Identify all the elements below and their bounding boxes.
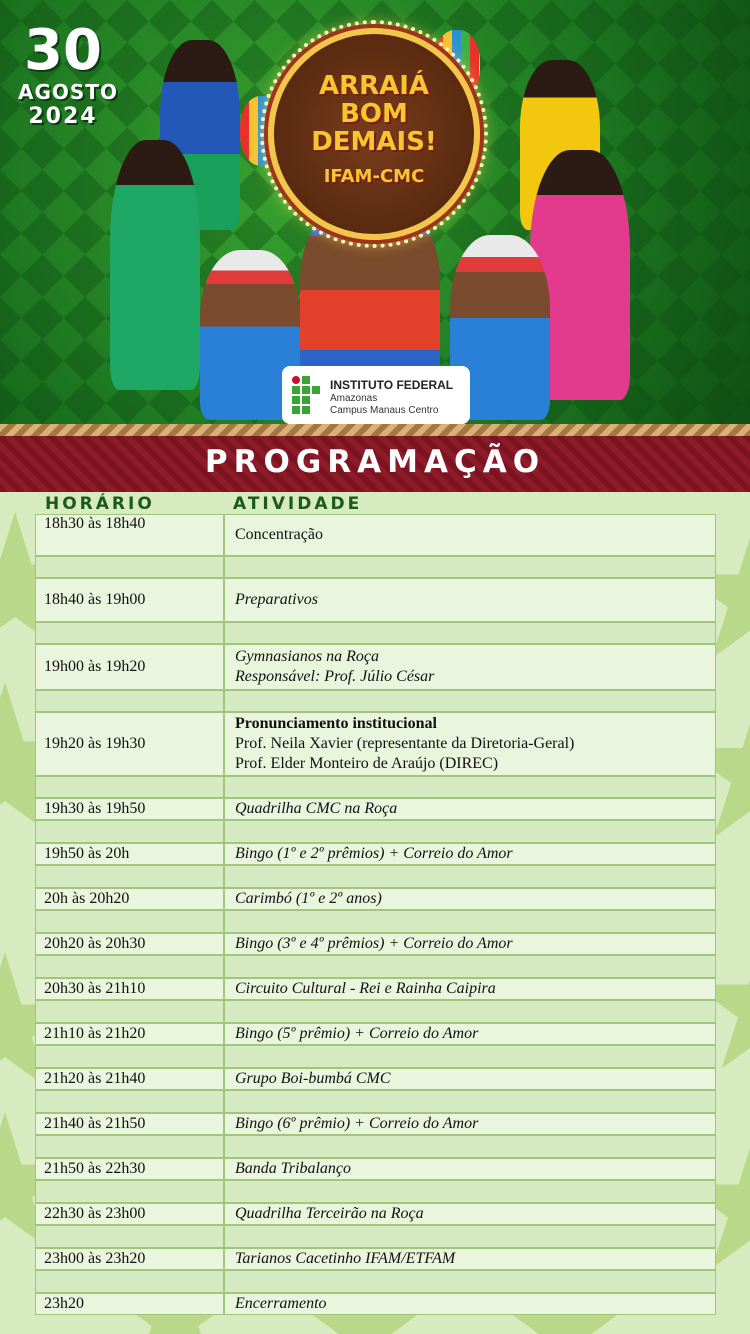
spacer-cell <box>35 1180 224 1203</box>
spacer-cell <box>35 1225 224 1248</box>
dancer-figure <box>110 140 200 390</box>
table-row <box>35 514 716 556</box>
spacer-cell <box>35 622 224 644</box>
activity-cell <box>224 1203 716 1225</box>
event-title: ARRAIÁ BOM DEMAIS! <box>311 71 437 157</box>
table-row <box>35 712 716 776</box>
table-row <box>35 933 716 955</box>
activity-text: Encerramento <box>235 1295 327 1312</box>
activity-cell <box>224 514 716 556</box>
time-cell: 21h20 às 21h40 <box>35 1068 224 1090</box>
activity-cell <box>224 978 716 1000</box>
spacer-cell <box>224 1180 716 1203</box>
table-row <box>35 798 716 820</box>
activity-text: Banda Tribalanço <box>235 1160 352 1177</box>
table-row <box>35 578 716 622</box>
activity-text: Prof. Elder Monteiro de Araújo (DIREC) <box>235 755 499 772</box>
institution-campus: Campus Manaus Centro <box>330 405 439 416</box>
activity-cell <box>224 888 716 910</box>
spacer-cell <box>35 1270 224 1293</box>
activity-cell <box>224 933 716 955</box>
spacer-cell <box>224 910 716 933</box>
table-spacer-row <box>35 1180 716 1203</box>
spacer-cell <box>224 1135 716 1158</box>
table-row <box>35 644 716 690</box>
activity-cell <box>224 1023 716 1045</box>
time-cell: 20h30 às 21h10 <box>35 978 224 1000</box>
institution-state: Amazonas <box>330 393 378 404</box>
activity-cell <box>224 1068 716 1090</box>
activity-cell <box>224 843 716 865</box>
activity-cell <box>224 798 716 820</box>
time-cell: 21h50 às 22h30 <box>35 1158 224 1180</box>
table-row <box>35 978 716 1000</box>
spacer-cell <box>224 1045 716 1068</box>
spacer-cell <box>35 690 224 712</box>
event-subtitle: IFAM-CMC <box>323 166 425 187</box>
spacer-cell <box>35 820 224 843</box>
table-row <box>35 1113 716 1135</box>
table-spacer-row <box>35 1270 716 1293</box>
activity-text: Bingo (6º prêmio) + Correio do Amor <box>235 1115 479 1132</box>
activity-text: Gymnasianos na Roça <box>235 648 379 665</box>
time-cell: 19h50 às 20h <box>35 843 224 865</box>
time-cell: 21h40 às 21h50 <box>35 1113 224 1135</box>
spacer-cell <box>224 865 716 888</box>
activity-text: Concentração <box>235 526 323 543</box>
rope-divider <box>0 424 750 436</box>
activity-cell <box>224 1248 716 1270</box>
table-row <box>35 1068 716 1090</box>
time-cell: 18h40 às 19h00 <box>35 578 224 622</box>
spacer-cell <box>224 1225 716 1248</box>
time-cell: 20h20 às 20h30 <box>35 933 224 955</box>
spacer-cell <box>224 556 716 578</box>
table-spacer-row <box>35 1225 716 1248</box>
time-cell: 23h00 às 23h20 <box>35 1248 224 1270</box>
spacer-cell <box>224 955 716 978</box>
activity-text: Carimbó (1º e 2º anos) <box>235 890 382 907</box>
time-cell: 23h20 <box>35 1293 224 1315</box>
spacer-cell <box>35 556 224 578</box>
institution-name: INSTITUTO FEDERAL <box>330 378 454 392</box>
spacer-cell <box>35 1090 224 1113</box>
spacer-cell <box>224 1270 716 1293</box>
event-date <box>18 18 118 129</box>
time-cell: 19h20 às 19h30 <box>35 712 224 776</box>
table-spacer-row <box>35 1135 716 1158</box>
spacer-cell <box>35 1045 224 1068</box>
activity-text: Grupo Boi-bumbá CMC <box>235 1070 391 1087</box>
table-spacer-row <box>35 622 716 644</box>
activity-text: Prof. Neila Xavier (representante da Diretoria-Geral) <box>235 735 575 752</box>
section-banner <box>0 436 750 492</box>
if-logo-icon <box>292 376 322 414</box>
table-spacer-row <box>35 1045 716 1068</box>
spacer-cell <box>35 1000 224 1023</box>
activity-cell <box>224 1158 716 1180</box>
table-spacer-row <box>35 910 716 933</box>
table-spacer-row <box>35 776 716 798</box>
spacer-cell <box>35 910 224 933</box>
activity-text: Pronunciamento institucional <box>235 715 437 732</box>
table-spacer-row <box>35 1090 716 1113</box>
activity-text: Bingo (5º prêmio) + Correio do Amor <box>235 1025 479 1042</box>
institution-logo <box>282 366 470 424</box>
time-cell: 22h30 às 23h00 <box>35 1203 224 1225</box>
date-year: 2024 <box>28 104 98 129</box>
activity-cell <box>224 578 716 622</box>
table-spacer-row <box>35 556 716 578</box>
date-month: AGOSTO <box>18 80 118 104</box>
time-cell: 18h30 às 18h40 <box>35 514 224 556</box>
time-cell: 20h às 20h20 <box>35 888 224 910</box>
section-title: PROGRAMAÇÃO <box>204 444 546 480</box>
activity-text: Bingo (1º e 2º prêmios) + Correio do Amor <box>235 845 513 862</box>
event-logo <box>268 28 480 240</box>
activity-text: Quadrilha Terceirão na Roça <box>235 1205 424 1222</box>
table-row <box>35 1293 716 1315</box>
activity-text: Responsável: Prof. Júlio César <box>235 668 435 685</box>
activity-cell <box>224 1293 716 1315</box>
time-cell: 19h30 às 19h50 <box>35 798 224 820</box>
spacer-cell <box>35 776 224 798</box>
table-spacer-row <box>35 690 716 712</box>
event-hero-banner <box>0 0 750 430</box>
column-header-activity: ATIVIDADE <box>233 494 363 514</box>
spacer-cell <box>35 955 224 978</box>
table-row <box>35 1248 716 1270</box>
table-row <box>35 843 716 865</box>
activity-cell <box>224 712 716 776</box>
table-spacer-row <box>35 865 716 888</box>
table-spacer-row <box>35 1000 716 1023</box>
spacer-cell <box>224 1000 716 1023</box>
spacer-cell <box>224 690 716 712</box>
activity-text: Bingo (3º e 4º prêmios) + Correio do Amor <box>235 935 513 952</box>
spacer-cell <box>35 1135 224 1158</box>
spacer-cell <box>35 865 224 888</box>
activity-text: Tarianos Cacetinho IFAM/ETFAM <box>235 1250 456 1267</box>
activity-cell <box>224 1113 716 1135</box>
table-row <box>35 888 716 910</box>
spacer-cell <box>224 820 716 843</box>
spacer-cell <box>224 776 716 798</box>
activity-cell <box>224 644 716 690</box>
activity-text: Preparativos <box>235 591 318 608</box>
table-row <box>35 1158 716 1180</box>
time-cell: 19h00 às 19h20 <box>35 644 224 690</box>
table-row <box>35 1203 716 1225</box>
table-spacer-row <box>35 820 716 843</box>
spacer-cell <box>224 1090 716 1113</box>
activity-text: Circuito Cultural - Rei e Rainha Caipira <box>235 980 496 997</box>
date-day: 30 <box>24 18 102 83</box>
table-spacer-row <box>35 955 716 978</box>
table-row <box>35 1023 716 1045</box>
column-header-time: HORÁRIO <box>45 494 155 514</box>
time-cell: 21h10 às 21h20 <box>35 1023 224 1045</box>
spacer-cell <box>224 622 716 644</box>
activity-text: Quadrilha CMC na Roça <box>235 800 398 817</box>
